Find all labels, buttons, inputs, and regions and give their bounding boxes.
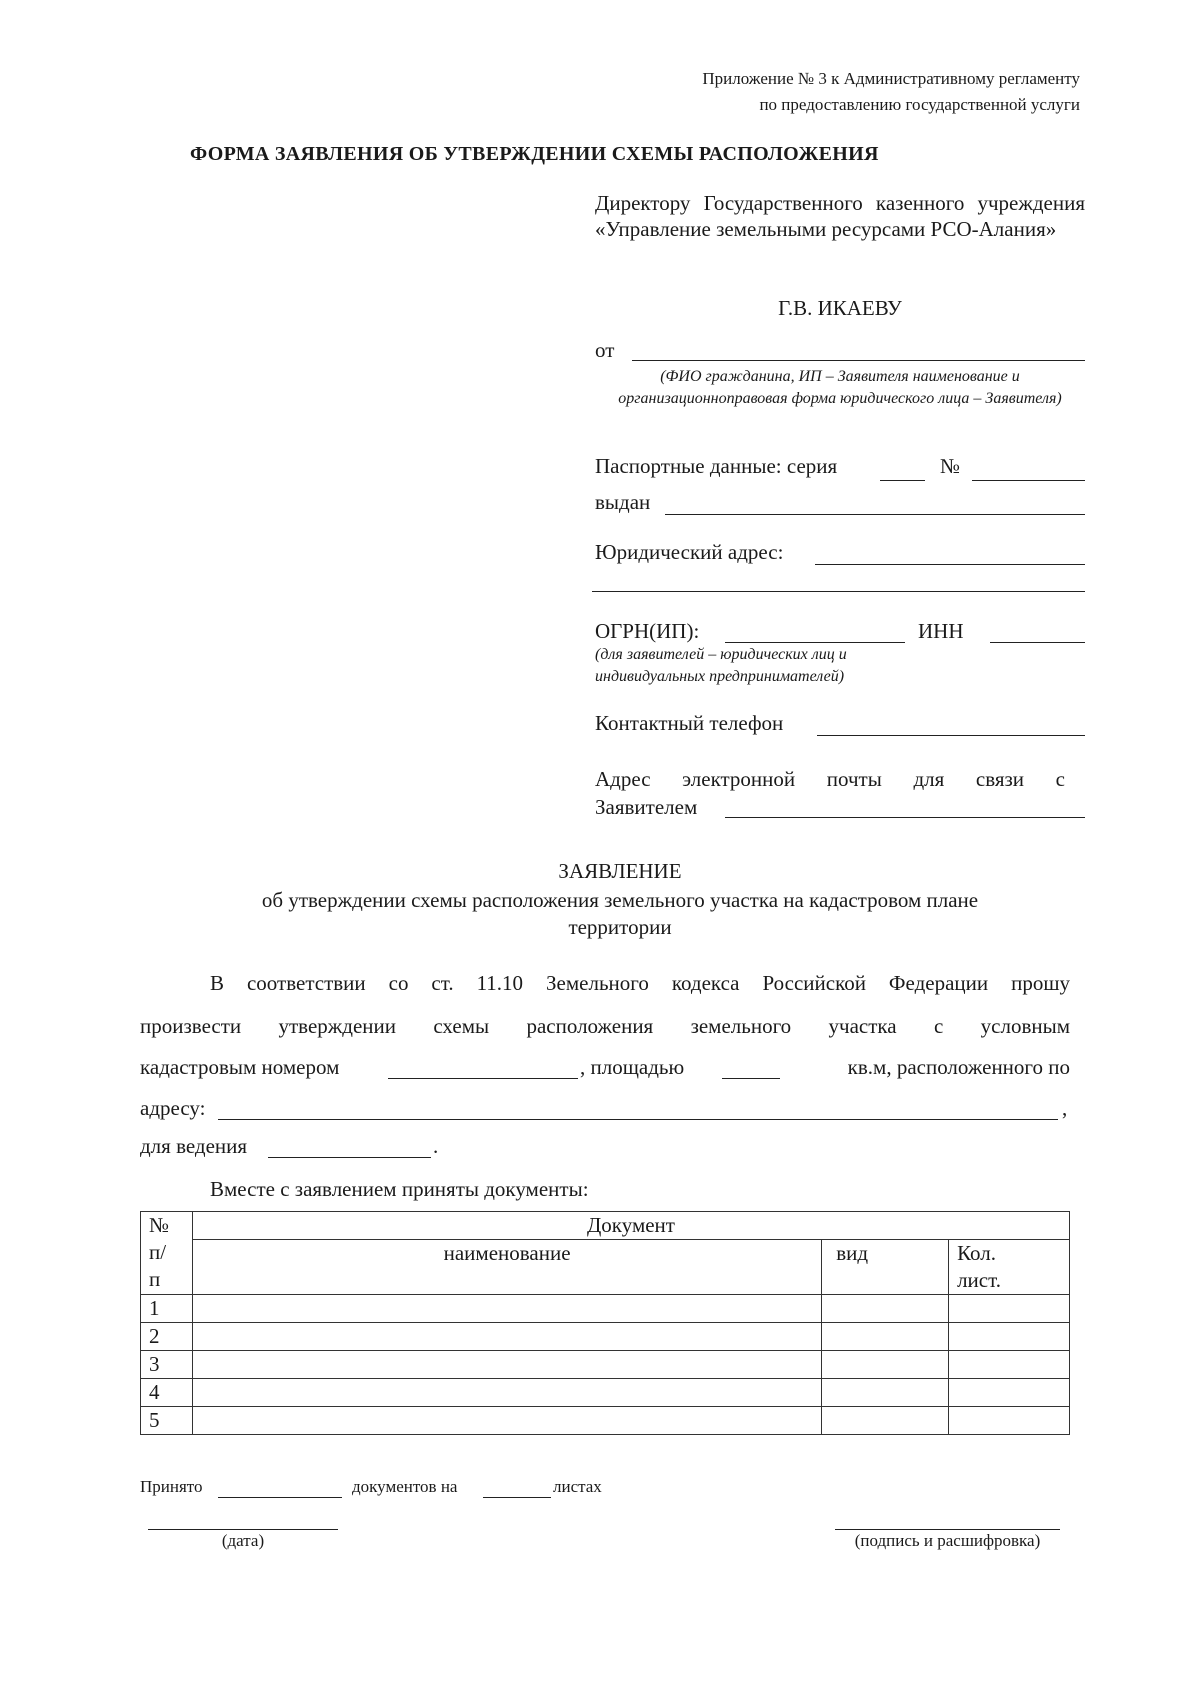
appendix-line-2: по предоставлению государственной услуги xyxy=(759,95,1080,114)
documents-on-label: документов на xyxy=(352,1477,458,1496)
paragraph-line-3-b: , площадью xyxy=(580,1055,685,1079)
row-type-cell[interactable] xyxy=(822,1295,949,1323)
paragraph-line-1: В соответствии со ст. 11.10 Земельного кодекса Российской Федерации прошу xyxy=(210,971,1070,995)
address-field[interactable] xyxy=(218,1119,1058,1120)
documents-table xyxy=(140,1211,1070,1435)
accepted-label: Принято xyxy=(140,1477,203,1496)
row-type-cell[interactable] xyxy=(822,1351,949,1379)
row-count-cell[interactable] xyxy=(949,1407,1070,1435)
legal-address-label: Юридический адрес: xyxy=(595,540,784,564)
passport-number-field[interactable] xyxy=(972,480,1085,481)
row-type-cell[interactable] xyxy=(822,1323,949,1351)
col-number-line-3: п xyxy=(149,1267,161,1291)
passport-label: Паспортные данные: серия xyxy=(595,454,838,478)
paragraph-line-4: адресу: xyxy=(140,1096,206,1120)
from-note: (ФИО гражданина, ИП – Заявителя наименование и организационноправовая форма юридического лица – Заявителя) xyxy=(618,368,1062,407)
purpose-field[interactable] xyxy=(268,1157,431,1158)
inn-field[interactable] xyxy=(990,642,1085,643)
issued-label: выдан xyxy=(595,490,651,514)
col-number-line-1: № xyxy=(149,1213,170,1237)
inn-label: ИНН xyxy=(918,619,964,643)
row-name-cell[interactable] xyxy=(192,1351,821,1379)
sheets-count-field[interactable] xyxy=(483,1497,551,1498)
col-number-line-2: п/ xyxy=(149,1240,167,1264)
application-heading: ЗАЯВЛЕНИЕ xyxy=(558,859,682,883)
legal-address-field[interactable] xyxy=(815,564,1085,565)
paragraph-line-4-end: , xyxy=(1062,1096,1068,1120)
row-name-cell[interactable] xyxy=(192,1379,821,1407)
sheets-label: листах xyxy=(553,1477,602,1496)
phone-label: Контактный телефон xyxy=(595,711,784,735)
passport-series-field[interactable] xyxy=(880,480,925,481)
row-count-cell[interactable] xyxy=(949,1379,1070,1407)
row-type-cell[interactable] xyxy=(822,1407,949,1435)
date-label: (дата) xyxy=(221,1531,265,1550)
cadastral-number-field[interactable] xyxy=(388,1078,578,1079)
phone-field[interactable] xyxy=(817,735,1085,736)
from-field[interactable] xyxy=(632,360,1085,361)
row-type-cell[interactable] xyxy=(822,1379,949,1407)
documents-intro: Вместе с заявлением приняты документы: xyxy=(210,1177,589,1201)
paragraph-line-3-a: кадастровым номером xyxy=(140,1055,340,1079)
table-header-row-1 xyxy=(141,1212,1070,1240)
email-label-line-1: Адрес электронной почты для связи с xyxy=(595,767,1065,791)
col-type-header: вид xyxy=(822,1240,949,1295)
row-number: 2 xyxy=(141,1323,193,1351)
table-row xyxy=(141,1323,1070,1351)
row-count-cell[interactable] xyxy=(949,1351,1070,1379)
appendix-note xyxy=(702,66,1080,118)
ogrn-field[interactable] xyxy=(725,642,905,643)
legal-address-field-2[interactable] xyxy=(592,591,1085,592)
signature-label: (подпись и расшифровка) xyxy=(854,1531,1041,1550)
table-row xyxy=(141,1407,1070,1435)
col-count-line-1: Кол. xyxy=(957,1241,996,1265)
area-field[interactable] xyxy=(722,1078,780,1079)
email-label-line-2: Заявителем xyxy=(595,795,698,819)
row-number: 5 xyxy=(141,1407,193,1435)
col-count-header xyxy=(949,1240,1070,1295)
table-row xyxy=(141,1295,1070,1323)
page-title: ФОРМА ЗАЯВЛЕНИЯ ОБ УТВЕРЖДЕНИИ СХЕМЫ РАСПОЛОЖЕНИЯ xyxy=(190,143,879,165)
row-number: 3 xyxy=(141,1351,193,1379)
email-field[interactable] xyxy=(725,817,1085,818)
signature-field[interactable] xyxy=(835,1529,1060,1530)
table-row xyxy=(141,1351,1070,1379)
col-count-line-2: лист. xyxy=(957,1268,1001,1292)
date-field[interactable] xyxy=(148,1529,338,1530)
table-header-row-2 xyxy=(141,1240,1070,1295)
row-name-cell[interactable] xyxy=(192,1295,821,1323)
col-number-header xyxy=(141,1212,193,1295)
accepted-count-field[interactable] xyxy=(218,1497,342,1498)
row-name-cell[interactable] xyxy=(192,1323,821,1351)
application-subheading-line-2: территории xyxy=(568,915,672,939)
paragraph-line-5-end: . xyxy=(433,1134,439,1158)
paragraph-line-2: произвести утверждении схемы расположения земельного участка с условным xyxy=(140,1014,1070,1038)
ogrn-label: ОГРН(ИП): xyxy=(595,619,700,643)
paragraph-line-5: для ведения xyxy=(140,1134,248,1158)
application-subheading-line-1: об утверждении схемы расположения земельного участка на кадастровом плане xyxy=(261,888,979,912)
col-document-header: Документ xyxy=(192,1212,1069,1240)
table-row xyxy=(141,1379,1070,1407)
paragraph-line-3-c: кв.м, расположенного по xyxy=(847,1055,1070,1079)
passport-number-label: № xyxy=(940,454,961,478)
col-name-header: наименование xyxy=(192,1240,821,1295)
appendix-line-1: Приложение № 3 к Административному регламенту xyxy=(702,69,1080,88)
row-count-cell[interactable] xyxy=(949,1295,1070,1323)
addressee-director: Директору Государственного казенного учреждения «Управление земельными ресурсами РСО-Алания» xyxy=(595,191,1085,241)
row-name-cell[interactable] xyxy=(192,1407,821,1435)
row-number: 1 xyxy=(141,1295,193,1323)
row-count-cell[interactable] xyxy=(949,1323,1070,1351)
row-number: 4 xyxy=(141,1379,193,1407)
addressee-name: Г.В. ИКАЕВУ xyxy=(778,296,902,320)
from-label: от xyxy=(595,338,615,362)
issued-field[interactable] xyxy=(665,514,1085,515)
ogrn-note: (для заявителей – юридических лиц и индивидуальных предпринимателей) xyxy=(595,646,847,685)
